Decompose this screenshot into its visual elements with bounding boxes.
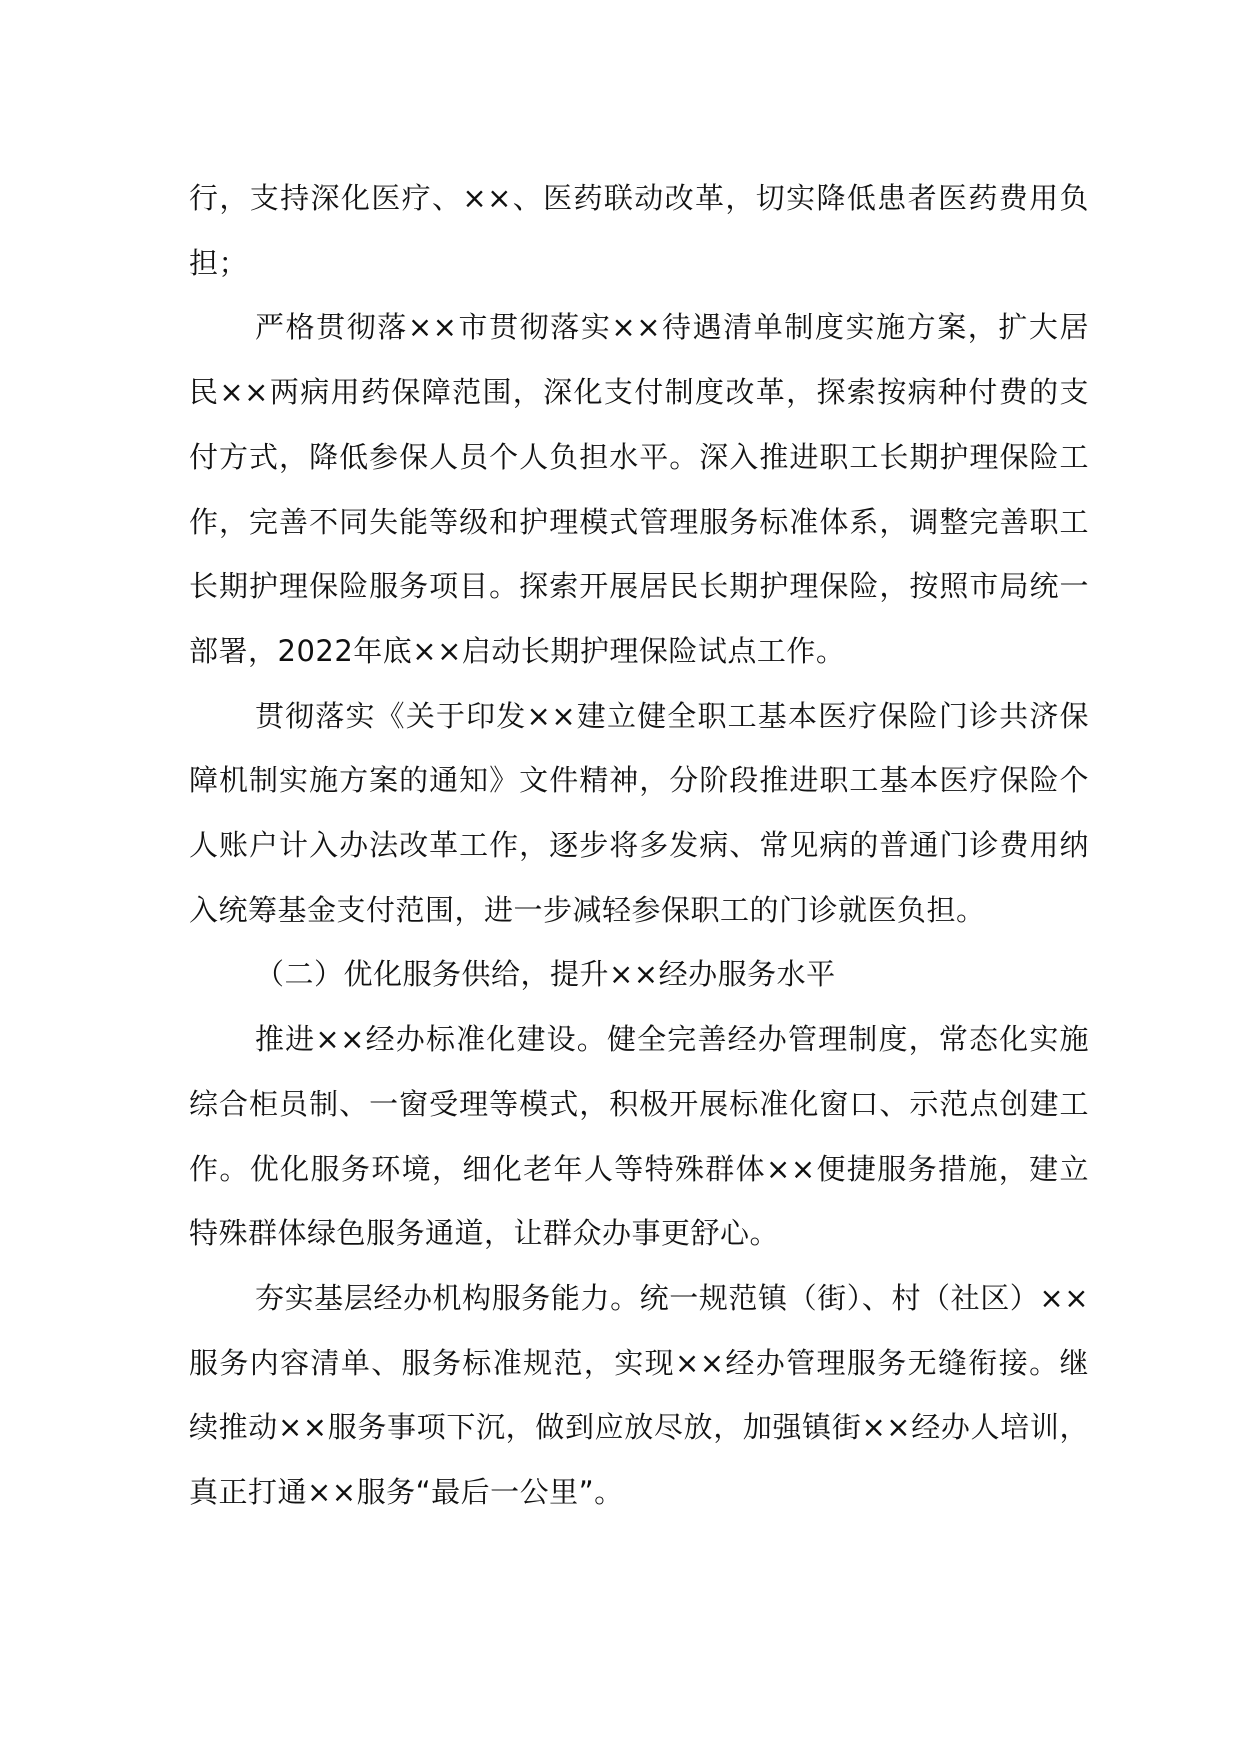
paragraph-standardization: 推进××经办标准化建设。健全完善经办管理制度，常态化实施综合柜员制、一窗受理等模式，积极开展标准化窗口、示范点创建工作。优化服务环境，细化老年人等特殊群体××便捷服务措施，建立特殊群体绿色服务通道，让群众办事更舒心。 (189, 1022, 1089, 1251)
paragraph-grassroots-capacity: 夯实基层经办机构服务能力。统一规范镇（街）、村（社区）××服务内容清单、服务标准规范，实现××经办管理服务无缝衔接。继续推动××服务事项下沉，做到应放尽放，加强镇街××经办人培训，真正打通××服务“最后一公里”。 (189, 1280, 1089, 1510)
section-heading-service-supply: （二）优化服务供给，提升××经办服务水平 (255, 957, 836, 992)
paragraph-continuation: 行，支持深化医疗、××、医药联动改革，切实降低患者医药费用负担； (189, 181, 1089, 280)
paragraph-treatment-policy: 严格贯彻落××市贯彻落实××待遇清单制度实施方案，扩大居民××两病用药保障范围，深化支付制度改革，探索按病种付费的支付方式，降低参保人员个人负担水平。深入推进职工长期护理保险工作，完善不同失能等级和护理模式管理服务标准体系，调整完善职工长期护理保险服务项目。探索开展居民长期护理保险，按照市局统一部署，2022年底××启动长期护理保险试点工作。 (189, 310, 1089, 668)
paragraph-outpatient-mutual-aid: 贯彻落实《关于印发××建立健全职工基本医疗保险门诊共济保障机制实施方案的通知》文件精神，分阶段推进职工基本医疗保险个人账户计入办法改革工作，逐步将多发病、常见病的普通门诊费用纳入统筹基金支付范围，进一步减轻参保职工的门诊就医负担。 (189, 698, 1089, 927)
document-body (189, 166, 1089, 1525)
